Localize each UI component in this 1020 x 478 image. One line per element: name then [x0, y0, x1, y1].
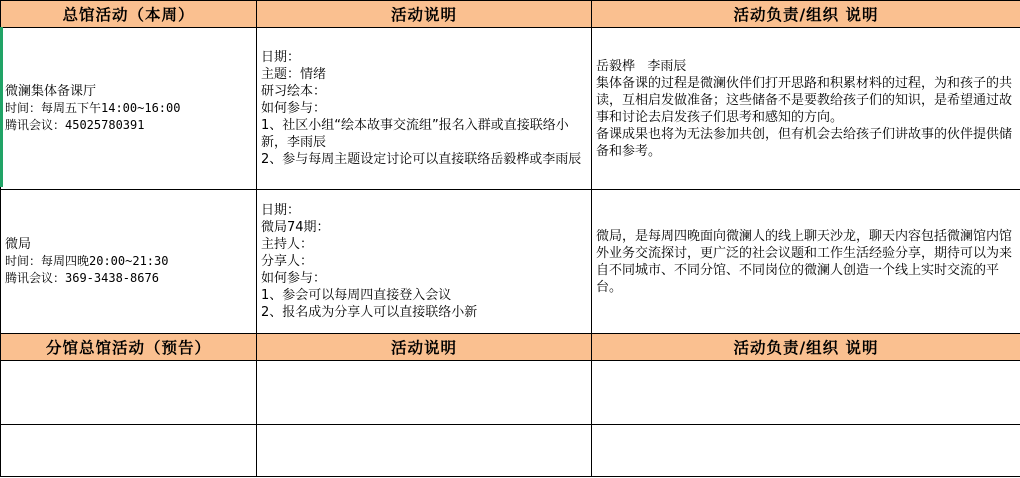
- organizer-cell[interactable]: [592, 28, 1020, 190]
- header-cell-organizer[interactable]: 活动负责/组织 说明: [592, 334, 1020, 361]
- detail-line: 2、参与每周主题设定讨论可以直接联络岳毅桦或李雨辰: [261, 152, 582, 167]
- detail-line: 1、社区小组“绘本故事交流组”报名入群或直接联络小新，李雨辰: [261, 118, 569, 150]
- activity-cell[interactable]: [1, 190, 257, 334]
- organizer-cell[interactable]: [592, 190, 1020, 334]
- detail-line: 分享人：: [261, 254, 314, 269]
- header-cell-organizer[interactable]: 活动负责/组织 说明: [592, 1, 1020, 28]
- detail-line: 微局74期：: [261, 220, 330, 235]
- cell-selection-indicator: [0, 27, 3, 187]
- activity-meeting: 腾讯会议：45025780391: [5, 118, 145, 132]
- table-row: [1, 28, 1020, 190]
- empty-cell[interactable]: [592, 425, 1020, 477]
- organizer-line: 备课成果也将为无法参加共创，但有机会去给孩子们讲故事的伙伴提供储备和参考。: [596, 126, 1013, 159]
- activity-cell[interactable]: [1, 28, 257, 190]
- organizer-line: 集体备课的过程是微澜伙伴们打开思路和积累材料的过程，为和孩子的共读，互相启发做准备；这些储备不是要教给孩子们的知识，是希望通过故事和讨论去启发孩子们思考和感知的方向。: [596, 75, 1013, 125]
- activity-time: 时间：每周四晚20:00~21:30: [5, 254, 169, 268]
- empty-cell[interactable]: [1, 425, 257, 477]
- empty-cell[interactable]: [1, 361, 257, 425]
- header-cell-description[interactable]: 活动说明: [257, 334, 592, 361]
- description-cell[interactable]: [257, 190, 592, 334]
- header-cell-description[interactable]: 活动说明: [257, 1, 592, 28]
- activity-name: 微局: [5, 237, 32, 252]
- detail-line: 日期：: [261, 50, 301, 65]
- header-cell-preview-activity[interactable]: 分馆总馆活动（预告）: [1, 334, 257, 361]
- empty-cell[interactable]: [592, 361, 1020, 425]
- detail-line: 如何参与：: [261, 101, 327, 116]
- activity-name: 微澜集体备课厅: [5, 84, 97, 99]
- table-row: [1, 425, 1020, 477]
- detail-line: 研习绘本：: [261, 84, 327, 99]
- organizer-line: 微局，是每周四晚面向微澜人的线上聊天沙龙，聊天内容包括微澜馆内馆外业务交流探讨，更广泛的社会议题和工作生活经验分享，期待可以为来自不同城市、不同分馆、不同岗位的微澜人创造一个线上实时交流的平台。: [596, 228, 1013, 295]
- table-row: [1, 361, 1020, 425]
- detail-line: 主题：情绪: [261, 67, 327, 82]
- header-row-preview: [1, 334, 1020, 361]
- detail-line: 主持人：: [261, 237, 314, 252]
- description-cell[interactable]: [257, 28, 592, 190]
- detail-line: 如何参与：: [261, 271, 327, 286]
- detail-line: 日期：: [261, 203, 301, 218]
- activity-meeting: 腾讯会议：369-3438-8676: [5, 271, 159, 285]
- empty-cell[interactable]: [257, 361, 592, 425]
- activity-time: 时间：每周五下午14:00~16:00: [5, 101, 181, 115]
- empty-cell[interactable]: [257, 425, 592, 477]
- header-cell-weekly-activity[interactable]: 总馆活动（本周）: [1, 1, 257, 28]
- table-row: [1, 190, 1020, 334]
- detail-line: 2、报名成为分享人可以直接联络小新: [261, 305, 478, 320]
- detail-line: 1、参会可以每周四直接登入会议: [261, 288, 452, 303]
- header-row-weekly: [1, 1, 1020, 28]
- organizer-line: 岳毅桦 李雨辰: [596, 58, 687, 74]
